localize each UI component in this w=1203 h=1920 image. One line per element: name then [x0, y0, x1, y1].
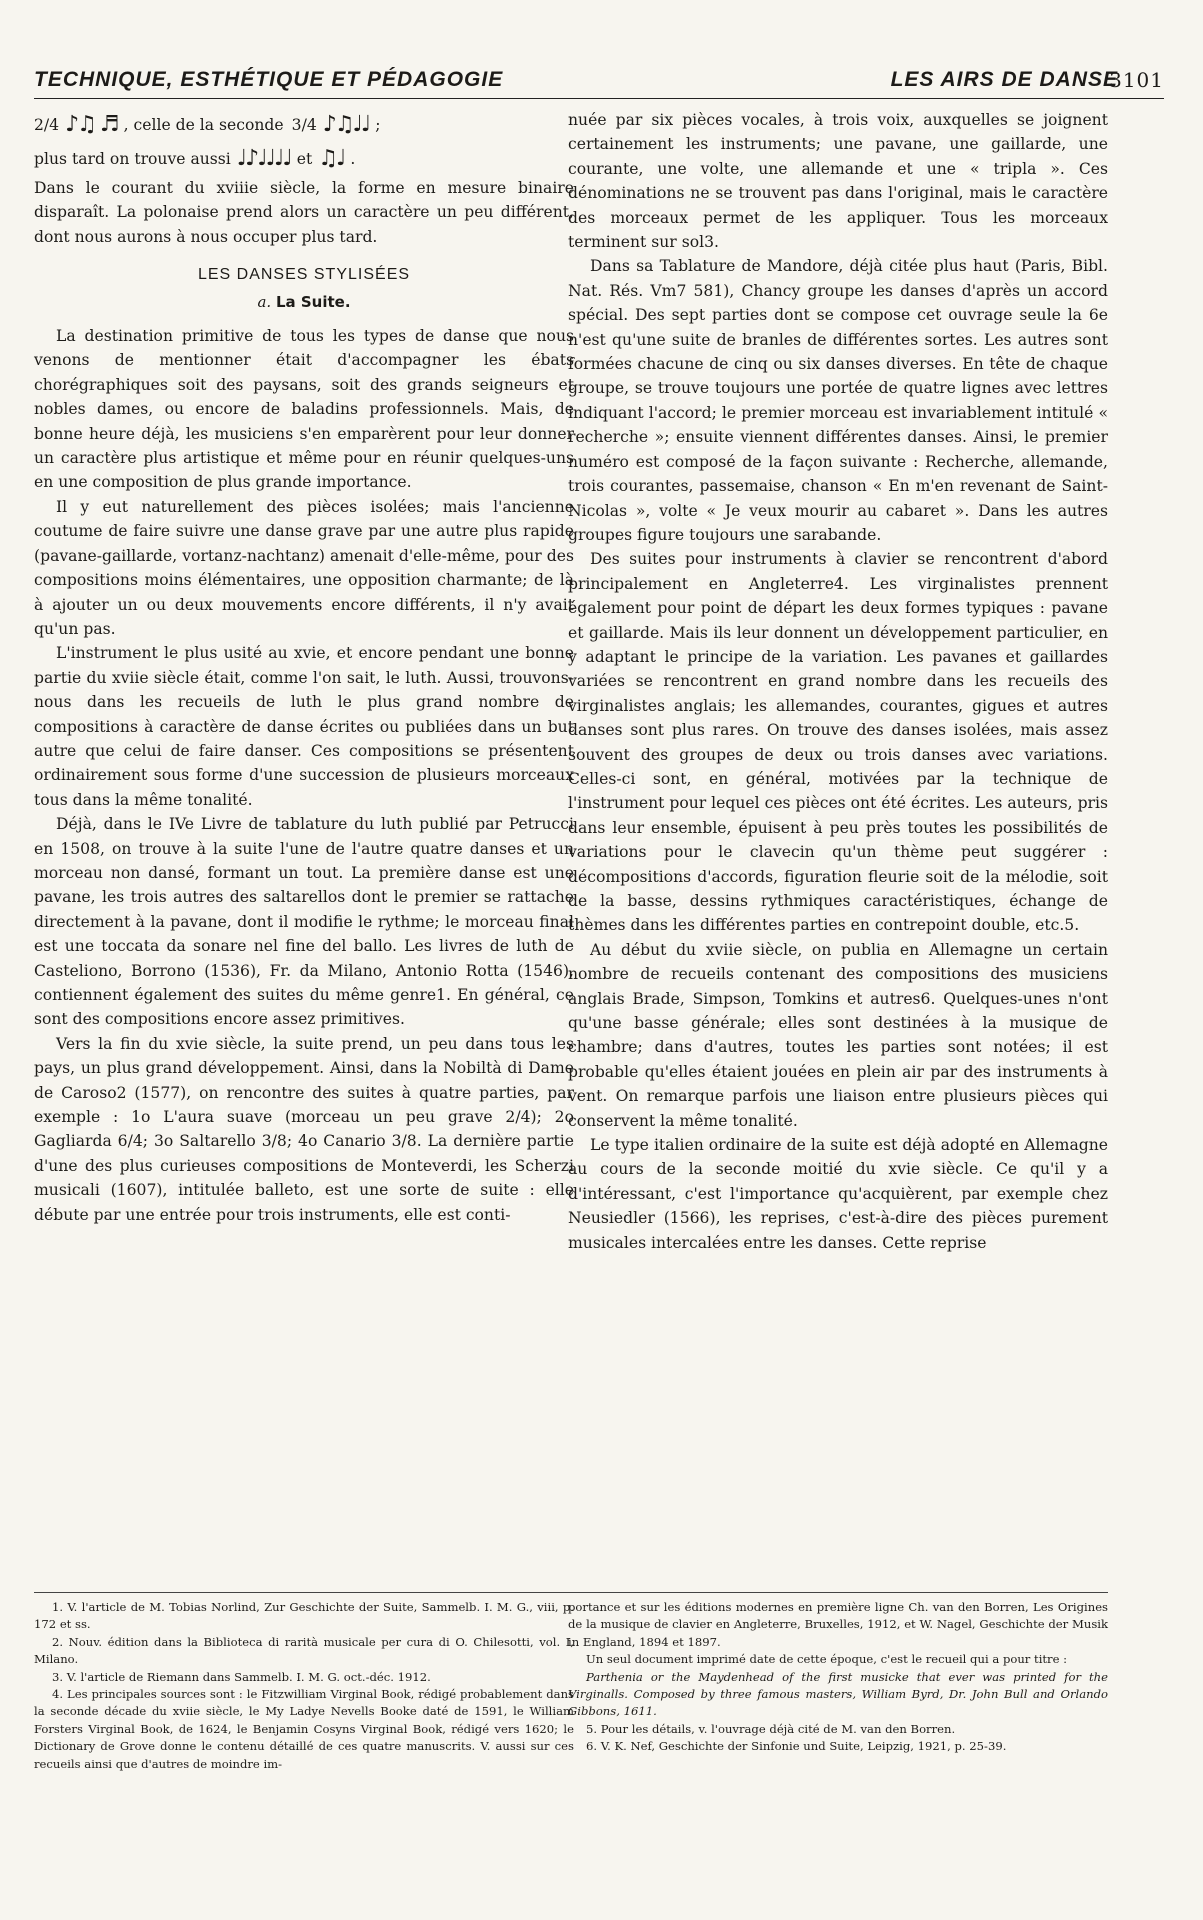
footnote: 6. V. K. Nef, Geschichte der Sinfonie und Suite, Leipzig, 1921, p. 25-39. [586, 1739, 1007, 1754]
footnote: 3. V. l'article de Riemann dans Sammelb. I. M. G. oct.-déc. 1912. [52, 1669, 431, 1684]
left-column [34, 108, 574, 1227]
footnote: portance et sur les éditions modernes en première ligne Ch. van den Borren, Les Origines de la musique de clavier en Angleterre, Bruxelles, 1912, et W. Nagel, Geschichte der Musik in England, 1894 et 1897. [568, 1600, 1108, 1649]
page-number: 3101 [1109, 68, 1164, 92]
section-title: LES DANSES STYLISÉES [197, 266, 411, 284]
meter-label-b: 3/4 [291, 115, 317, 134]
paragraph: Déjà, dans le IVe Livre de tablature du luth publié par Petrucci en 1508, on trouve à la suite l'une de l'autre quatre danses et un morceau non dansé, formant un tout. La première danse est une pavane, les trois autres des saltarellos dont le premier se rattache directement à la pavane, dont il modifie le rythme; le morceau final est une toccata da sonare nel fine del ballo. Les livres de luth de Casteliono, Borrono (1536), Fr. da Milano, Antonio Rotta (1546), contiennent également des suites du même genre1. En général, ce sont des compositions encore assez primitives. [34, 815, 574, 1029]
footnote: 4. Les principales sources sont : le Fitzwilliam Virginal Book, rédigé probablement dans la seconde décade du xviie siècle, le My Ladye Nevells Booke daté de 1591, le William Forsters Virginal Book, de 1624, le Benjamin Cosyns Virginal Book, rédigé vers 1620; le Dictionary de Grove donne le contenu détaillé de ces quatre manuscrits. V. aussi sur ces recueils ainsi que d'autres de moindre im- [34, 1687, 574, 1771]
paragraph: Des suites pour instruments à clavier se rencontrent d'abord principalement en Angleterre4. Les virginalistes prennent également pour point de départ les deux formes typiques : pavane et gaillarde. Mais ils leur donnent un développement particulier, en y adaptant le principe de la variation. Les pavanes et gaillardes variées se rencontrent en grand nombre dans les recueils des virginalistes anglais; les allemandes, courantes, gigues et autres danses sont plus rares. On trouve des danses isolées, mais assez souvent des groupes de deux ou trois danses avec variations. Celles-ci sont, en général, motivées par la technique de l'instrument pour lequel ces pièces ont été écrites. Les auteurs, pris dans leur ensemble, épuisent à peu près toutes les possibilités de variations pour le clavecin qu'un thème peut suggérer : décompositions d'accords, figuration fleurie soit de la mélodie, soit de la basse, dessins rythmiques caractéristiques, échange de thèmes dans les différentes parties en contrepoint double, etc.5. [568, 550, 1108, 935]
subsection-letter: a. [257, 292, 272, 311]
music-line-1-end: ; [375, 115, 381, 134]
footnotes-right [568, 1592, 1108, 1756]
running-header [34, 68, 1164, 96]
footnote: Un seul document imprimé date de cette époque, c'est le recueil qui a pour titre : [586, 1652, 1068, 1667]
footnote: Parthenia or the Maydenhead of the first musicke that ever was printed for the Virginalls. Composed by three famous masters, William Byrd, Dr. John Bull and Orlando Gibbons, 1611. [568, 1669, 1108, 1719]
footnote: 2. Nouv. édition dans la Biblioteca di rarità musicale per cura di O. Chilesotti, vol. I, Milano. [34, 1634, 574, 1667]
header-right-title: LES AIRS DE DANSE [890, 68, 1118, 91]
paragraph: nuée par six pièces vocales, à trois voix, auxquelles se joignent certainement les instruments; une pavane, une gaillarde, une courante, une volte, une allemande et une « tripla ». Ces dénominations ne se trouvent pas dans l'original, mais le caractère des morceaux permet de les appliquer. Tous les morceaux terminent sur sol3. [568, 111, 1108, 252]
music-line-1-text: , celle de la seconde [123, 115, 284, 134]
subsection-title [34, 290, 574, 314]
paragraph: Le type italien ordinaire de la suite est déjà adopté en Allemagne au cours de la seconde moitié du xvie siècle. Ce qu'il y a d'intéressant, c'est l'importance qu'acquièrent, par exemple chez Neusiedler (1566), les reprises, c'est-à-dire des pièces purement musicales intercalées entre les danses. Cette reprise [568, 1136, 1108, 1252]
meter-label-a: 2/4 [34, 115, 60, 134]
rhythm-notation-icon: ♫♩ [318, 145, 345, 171]
footnotes-left [34, 1592, 574, 1773]
header-rule [34, 98, 1164, 99]
footnote-separator [34, 1592, 574, 1593]
footnote: 5. Pour les détails, v. l'ouvrage déjà cité de M. van den Borren. [586, 1721, 956, 1736]
footnote-separator [568, 1592, 1108, 1593]
rhythm-notation-icon: ♩♪♩♩♩♩ [236, 145, 291, 171]
subsection-name: La Suite. [275, 292, 351, 311]
paragraph-intro: Dans le courant du xviiie siècle, la forme en mesure binaire disparaît. La polonaise prend alors un caractère un peu différent, dont nous aurons à nous occuper plus tard. [34, 179, 574, 246]
rhythm-notation-icon: ♪♫♩♩ [322, 111, 370, 137]
music-line-2-between: et [296, 149, 313, 168]
rhythm-notation-icon: ♪♫ ♬ [65, 111, 118, 137]
music-example-line-1 [34, 108, 574, 142]
footnote: 1. V. l'article de M. Tobias Norlind, Zur Geschichte der Suite, Sammelb. I. M. G., viii, p. 172 et ss. [34, 1600, 574, 1632]
paragraph: Vers la fin du xvie siècle, la suite prend, un peu dans tous les pays, un plus grand développement. Ainsi, dans la Nobiltà di Dame de Caroso2 (1577), on rencontre des suites à quatre parties, par exemple : 1o L'aura suave (morceau un peu grave 2/4); 2o Gagliarda 6/4; 3o Saltarello 3/8; 4o Canario 3/8. La dernière partie d'une des plus curieuses compositions de Monteverdi, les Scherzi musicali (1607), intitulée balleto, est une sorte de suite : elle débute par une entrée pour trois instruments, elle est conti- [34, 1034, 574, 1224]
paragraph: Au début du xviie siècle, on publia en Allemagne un certain nombre de recueils contenant des compositions des musiciens anglais Brade, Simpson, Tomkins et autres6. Quelques-unes n'ont qu'une basse générale; elles sont destinées à la musique de chambre; dans d'autres, toutes les parties sont notées; il est probable qu'elles étaient jouées en plein air par des instruments à vent. On remarque parfois une liaison entre plusieurs pièces qui conservent la même tonalité. [568, 940, 1108, 1130]
header-left-title: TECHNIQUE, ESTHÉTIQUE ET PÉDAGOGIE [34, 68, 504, 91]
music-line-2-end: . [350, 149, 356, 168]
paragraph: La destination primitive de tous les types de danse que nous venons de mentionner était d'accompagner les ébats chorégraphiques soit des paysans, soit des grands seigneurs et nobles dames, ou encore de baladins professionnels. Mais, de bonne heure déjà, les musiciens s'en emparèrent pour leur donner un caractère plus artistique et même pour en réunir quelques-uns en une composition de plus grande importance. [34, 327, 574, 492]
music-line-2-text: plus tard on trouve aussi [34, 149, 231, 168]
right-column [568, 108, 1108, 1255]
paragraph: Dans sa Tablature de Mandore, déjà citée plus haut (Paris, Bibl. Nat. Rés. Vm7 581), Chancy groupe les danses d'après un accord spécial. Des sept parties dont se compose cet ouvrage seule la 6e n'est qu'une suite de branles de différentes sortes. Les autres sont formées chacune de cinq ou six danses diverses. En tête de chaque groupe, se trouve toujours une portée de quatre lignes avec lettres indiquant l'accord; le premier morceau est invariablement intitulé « recherche »; ensuite viennent différentes danses. Ainsi, le premier numéro est composé de la façon suivante : Recherche, allemande, trois courantes, passemaise, chanson « En m'en revenant de Saint-Nicolas », volte « Je veux mourir au cabaret ». Dans les autres groupes figure toujours une sarabande. [568, 257, 1108, 544]
paragraph: L'instrument le plus usité au xvie, et encore pendant une bonne partie du xviie siècle était, comme l'on sait, le luth. Aussi, trouvons-nous dans les recueils de luth le plus grand nombre de compositions à caractère de danse écrites ou publiées dans un but autre que celui de faire danser. Ces compositions se présentent ordinairement sous forme d'une succession de plusieurs morceaux tous dans la même tonalité. [34, 644, 574, 809]
paragraph: Il y eut naturellement des pièces isolées; mais l'ancienne coutume de faire suivre une danse grave par une autre plus rapide (pavane-gaillarde, vortanz-nachtanz) amenait d'elle-même, pour des compositions moins élémentaires, une opposition charmante; de là à ajouter un ou deux mouvements encore différents, il n'y avait qu'un pas. [34, 497, 574, 638]
music-example-line-2 [34, 142, 574, 176]
